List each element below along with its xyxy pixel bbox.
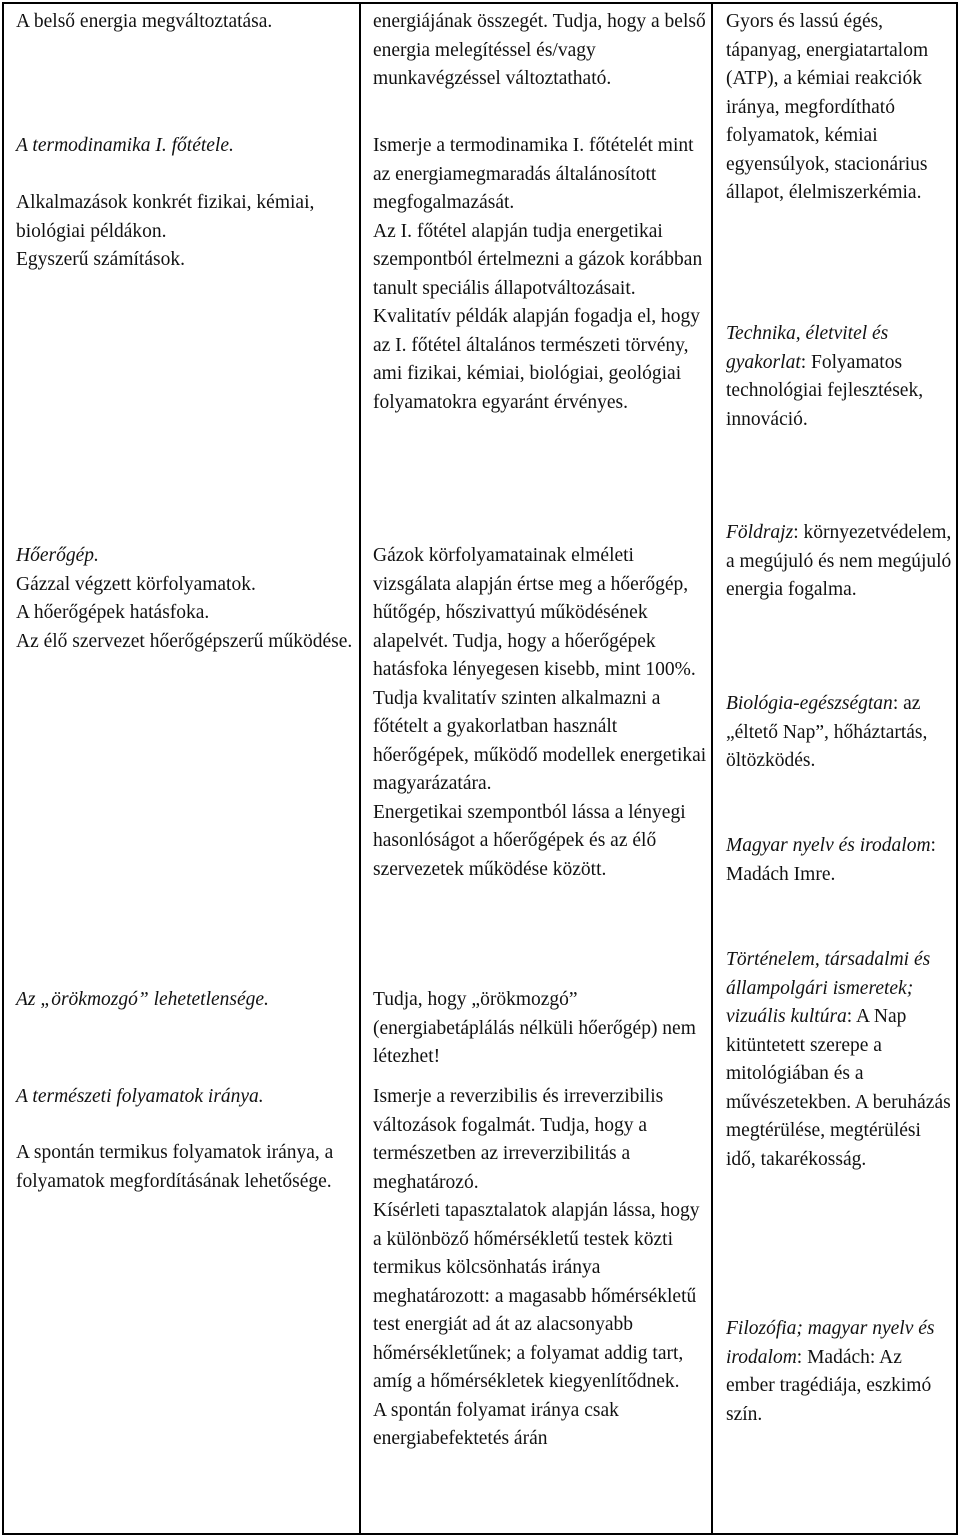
connection-chemistry: Gyors és lassú égés, tápanyag, energiatartalom (ATP), a kémiai reakciók iránya, megfordítható folyamatok, kémiai egyensúlyok, stacionárius állapot, élelmiszerkémia.	[726, 11, 929, 203]
requirement-text: Tudja, hogy „örökmozgó” (energiabetáplálás nélküli hőerőgép) nem létezhet!	[373, 989, 696, 1067]
requirement-text: Gázok körfolyamatainak elméleti vizsgálata alapján értse meg a hőerőgép, hűtőgép, hőszivattyú működésének alapelvét. Tudja, hogy a hőerőgépek hatásfoka lényegesen kisebb, mint 100%. Tudja kvalitatív szinten alkalmazni a főtételt a gyakorlatban használt hőerőgépek, működő modellek energetikai magyarázatára. Energetikai szempontból lássa a lényegi hasonlóságot a hőerőgépek és az élő szervezetek működése között.	[373, 545, 707, 880]
requirement-text: Ismerje a termodinamika I. főtételét mint az energiamegmaradás általánosított megfogalmazását. Az I. főtétel alapján tudja energetikai szempontból értelmezni a gázok korábban tanult speciális állapotváltozásait. Kvalitatív példák alapján fogadja el, hogy az I. főtétel általános természeti törvény, ami fizikai, kémiai, biológiai, geológiai folyamatokra egyaránt érvényes.	[373, 135, 703, 413]
topics-column	[4, 4, 359, 1533]
topic-perpetual-motion: Az „örökmozgó” lehetetlensége.	[16, 989, 269, 1010]
topic-spontaneous-processes: A spontán termikus folyamatok iránya, a folyamatok megfordításának lehetősége.	[16, 1142, 334, 1192]
topic-internal-energy: A belső energia megváltoztatása.	[16, 11, 273, 32]
requirement-text: Ismerje a reverzibilis és irreverzibilis változások fogalmát. Tudja, hogy a természetben az irreverzibilitás a meghatározó. Kísérleti tapasztalatok alapján lássa, hogy a különböző hőmérsékletű testek közti termikus kölcsönhatás iránya meghatározott: a magasabb hőmérsékletű test energiát ad át az alacsonyabb hőmérsékletűnek; a folyamat addig tart, amíg a hőmérsékletek kiegyenlítődnek. A spontán folyamat iránya csak energiabefektetés árán	[373, 1086, 700, 1449]
topic-heat-engine: Hőerőgép. Gázzal végzett körfolyamatok. A hőerőgépek hatásfoka. Az élő szervezet hőerőgépszerű működése.	[16, 545, 353, 652]
curriculum-table	[2, 2, 958, 1535]
connection-history: Történelem, társadalmi és állampolgári ismeretek; vizuális kultúra: A Nap kitüntetett szerepe a mitológiában és a művészetekben. A beruházás megtérülése, megtérülési idő, takarékosság.	[726, 949, 951, 1170]
connection-philosophy: Filozófia; magyar nyelv és irodalom: Madách: Az ember tragédiája, eszkimó szín.	[726, 1318, 935, 1425]
topic-applications: Alkalmazások konkrét fizikai, kémiai, biológiai példákon. Egyszerű számítások.	[16, 192, 315, 270]
connection-technology: Technika, életvitel és gyakorlat: Folyamatos technológiai fejlesztések, innováció.	[726, 323, 924, 430]
requirements-column	[361, 4, 711, 1533]
connection-geography: Földrajz: környezetvédelem, a megújuló és nem megújuló energia fogalma.	[726, 522, 952, 600]
connections-column	[713, 4, 956, 1533]
topic-natural-processes-direction: A természeti folyamatok iránya.	[16, 1086, 264, 1107]
connection-biology: Biológia-egészségtan: az „éltető Nap”, hőháztartás, öltözködés.	[726, 693, 928, 771]
topic-first-law: A termodinamika I. főtétele.	[16, 135, 234, 156]
connection-literature: Magyar nyelv és irodalom: Madách Imre.	[726, 835, 936, 885]
requirement-text: energiájának összegét. Tudja, hogy a belső energia melegítéssel és/vagy munkavégzéssel változtatható.	[373, 11, 706, 89]
